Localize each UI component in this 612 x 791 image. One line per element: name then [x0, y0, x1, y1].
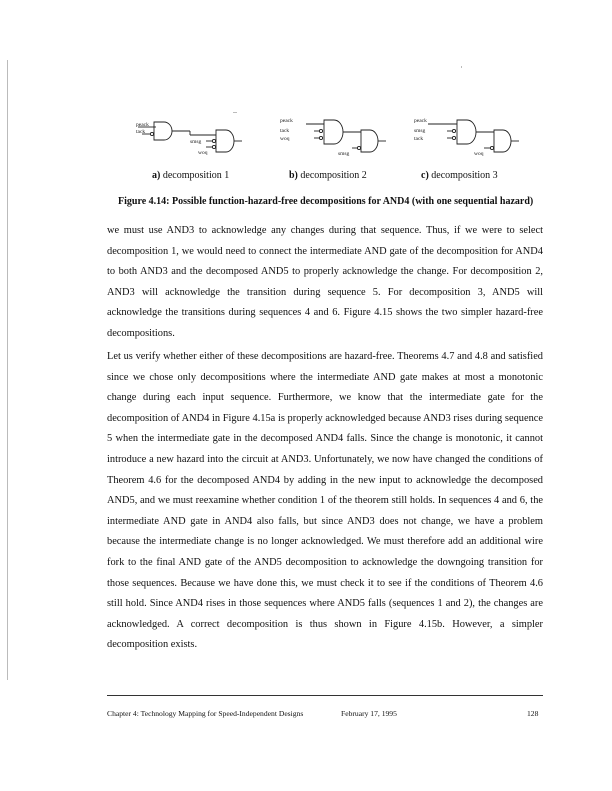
- label-b-smsg: smsg: [338, 151, 350, 157]
- label-c-tack: tack: [414, 136, 424, 142]
- subcaption-b-letter: b): [289, 170, 298, 181]
- label-b-tack: tack: [280, 128, 290, 134]
- scan-artifact-dot: [461, 66, 462, 68]
- inverter-bubble-c-woq: [490, 146, 493, 149]
- label-a-tack: tack: [136, 129, 146, 135]
- label-a-smsg: smsg: [190, 139, 202, 145]
- label-c-peack: peack: [414, 118, 427, 124]
- and-gate-b-final: [361, 130, 378, 152]
- subcaption-b: [289, 170, 367, 182]
- label-b-peack: peack: [280, 118, 293, 124]
- label-a-peack: peack: [136, 122, 149, 128]
- and-gate-c-final: [494, 130, 511, 152]
- subcaption-c-letter: c): [421, 170, 429, 181]
- inverter-bubble-c-smsg: [452, 129, 455, 132]
- inverter-bubble-b-smsg: [357, 146, 360, 149]
- subcaption-a-text: decomposition 1: [162, 170, 230, 181]
- inverter-bubble-b-tack: [319, 129, 322, 132]
- inverter-bubble-a-tack: [150, 132, 153, 135]
- inverter-bubble-a-woq: [212, 145, 215, 148]
- body-paragraph-2: Let us verify whether either of these decompositions are hazard-free. Theorems 4.7 and 4.8 and satisfied since we chose only decompositions where the intermediate AND gate makes at most a monotonic change during each input sequence. Furthermore, we know that the intermediate gate for the decomposition of AND4 in Figure 4.15a is properly acknowledged because AND3 rises during sequence 5 when the intermediate gate in the decomposed AND4 falls. Since the change is monotonic, it cannot introduce a new hazard into the circuit at AND3. Unfortunately, we now have changed the conditions of Theorem 4.6 for the decomposed AND4 by adding in the new input to acknowledge the decomposed AND5, and we must reexamine whether condition 1 of the theorem still holds. In sequences 4 and 6, the intermediate AND gate in AND4 also falls, but since AND3 does not change, we have a problem because the intermediate change is no longer acknowledged. We must therefore add an additional wire fork to the final AND gate of the AND5 decomposition to acknowledge the downgoing transition for those sequences. Because we have done this, we must check it to see if the conditions of Theorem 4.6 still hold. Since AND4 rises in those sequences where AND5 falls (sequences 1 and 2), the changes are acknowledged. A correct decomposition is thus shown in Figure 4.15b. However, a simpler decomposition exists.: [107, 351, 543, 651]
- inverter-bubble-c-tack: [452, 136, 455, 139]
- subcaption-c: [421, 170, 498, 182]
- subcaption-a: [152, 170, 229, 182]
- subcaption-c-text: decomposition 3: [431, 170, 498, 181]
- and-gate-c-first: [457, 120, 476, 144]
- and-gate-b-first: [324, 120, 343, 144]
- label-c-smsg: smsg: [414, 128, 426, 134]
- and-gate-a-first: [154, 122, 172, 140]
- body-paragraph-1: we must use AND3 to acknowledge any changes during that sequence. Thus, if we were to select decomposition 1, we would need to connect the intermediate AND gate of the decomposition for AND4 to both AND3 and the decomposed AND5 to properly acknowledge the change. For decomposition 2, AND3 will acknowledge the transition during sequence 5. For decomposition 3, AND5 will acknowledge the transitions during sequences 4 and 6. Figure 4.15 shows the two simpler hazard-free decompositions.: [107, 225, 543, 339]
- subcaption-a-letter: a): [152, 170, 161, 181]
- scan-artifact-left-edge: [7, 60, 8, 680]
- footer-page-number: 128: [527, 709, 539, 718]
- label-b-woq: woq: [280, 136, 290, 142]
- and-gate-a-final: [216, 130, 234, 152]
- label-c-woq: woq: [474, 151, 484, 157]
- label-a-woq: woq: [198, 150, 208, 156]
- footer-chapter: Chapter 4: Technology Mapping for Speed-Independent Designs: [107, 709, 304, 718]
- inverter-bubble-b-woq: [319, 136, 322, 139]
- figure-caption: Figure 4.14: Possible function-hazard-free decompositions for AND4 (with one sequential hazard): [118, 196, 534, 207]
- subcaption-b-text: decomposition 2: [300, 170, 367, 181]
- footer-rule: [107, 695, 543, 696]
- footer-date: February 17, 1995: [341, 709, 397, 718]
- inverter-bubble-a-smsg: [212, 139, 215, 142]
